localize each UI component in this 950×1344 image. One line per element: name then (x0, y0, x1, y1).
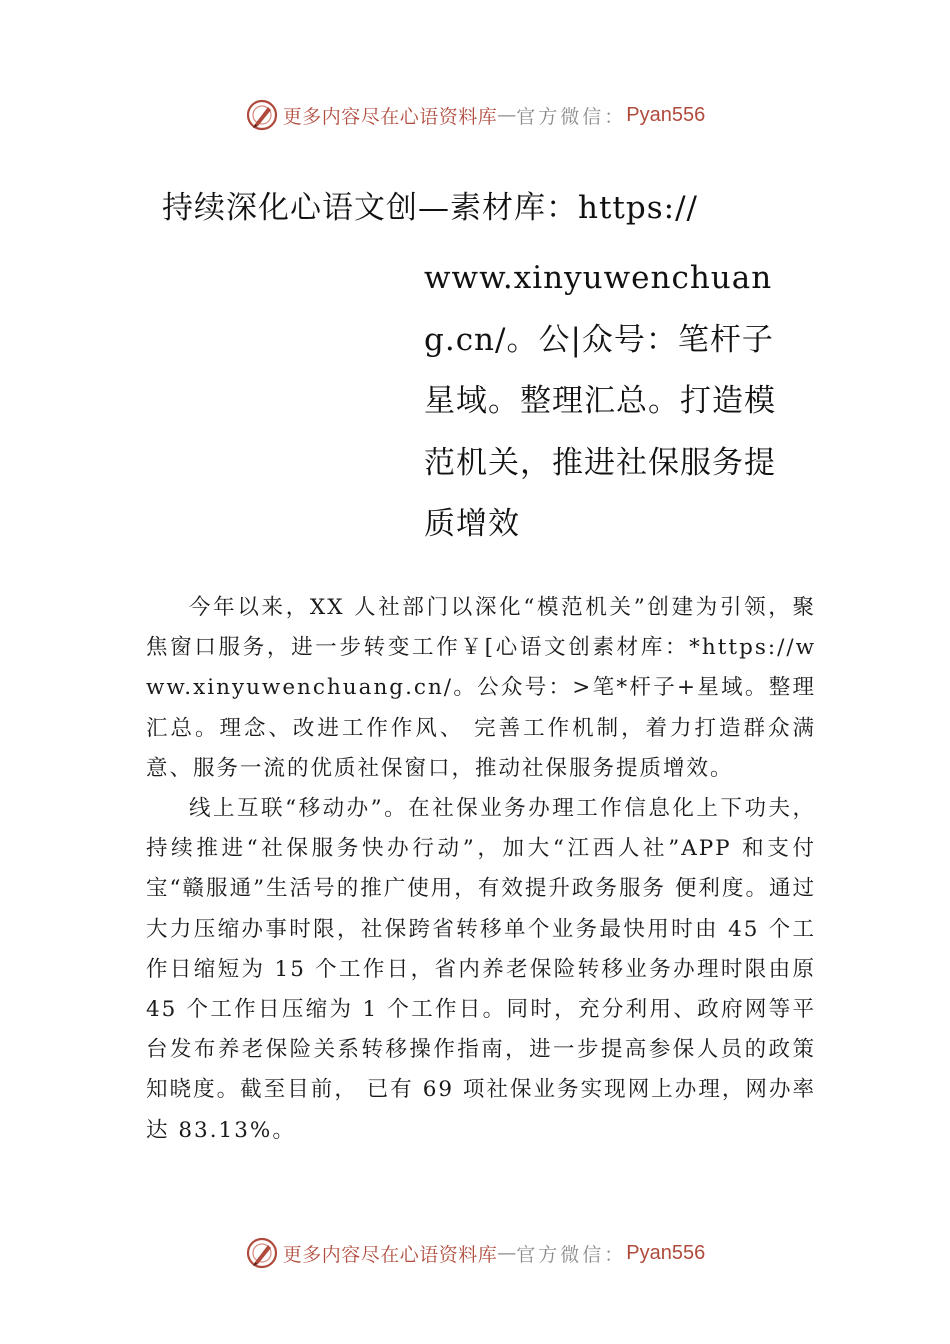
banner-wechat-label: 官方微信： (516, 105, 627, 128)
footer-watermark-banner (0, 1233, 950, 1273)
banner-wechat-label: 官方微信： (516, 1243, 627, 1266)
document-title-continuation: www.xinyuwenchuang.cn/。公|众号：笔杆子星域。整理汇总。打造模范机关，推进社保服务提质增效 (424, 260, 776, 542)
paragraph: 今年以来，XX 人社部门以深化“模范机关”创建为引领，聚焦窗口服务，进一步转变工作￥[心语文创素材库：*https://www.xinyuwenchuang.cn/。公众号：>笔*杆子+星域。整理汇总。理念、改进工作作风、 完善工作机制，着力打造群众满意、服务一流的优质社保窗口，推动社保服务提质增效。 (146, 595, 816, 781)
pen-logo-icon (245, 1236, 279, 1270)
banner-slogan: 更多内容尽在心语资料库 (282, 105, 498, 128)
banner-separator: — (497, 1242, 517, 1264)
paragraph: 线上互联“移动办”。在社保业务办理工作信息化上下功夫，持续推进“社保服务快办行动”，加大“江西人社”APP 和支付宝“赣服通”生活号的推广使用，有效提升政务服务 便利度。通过大力压缩办事时限，社保跨省转移单个业务最快用时由 45 个工作日缩短为 15 个工作日，省内养老保险转移业务办理时限由原 45 个工作日压缩为 1 个工作日。同时，充分利用、政府网等平台发布养老保险关系转移操作指南，进一步提高参保人员的政策知晓度。截至目前， 已有 69 项社保业务实现网上办理，网办率达 83.13%。 (146, 796, 816, 1143)
document-title-line1: 持续深化心语文创—素材库：https:// (162, 190, 698, 226)
banner-separator: — (497, 104, 517, 126)
document-body (146, 588, 816, 1151)
pen-logo-icon (245, 98, 279, 132)
banner-slogan: 更多内容尽在心语资料库 (282, 1243, 498, 1266)
header-watermark-banner (0, 95, 950, 135)
banner-wechat-id: Pyan556 (626, 103, 706, 126)
banner-wechat-id: Pyan556 (626, 1241, 706, 1264)
